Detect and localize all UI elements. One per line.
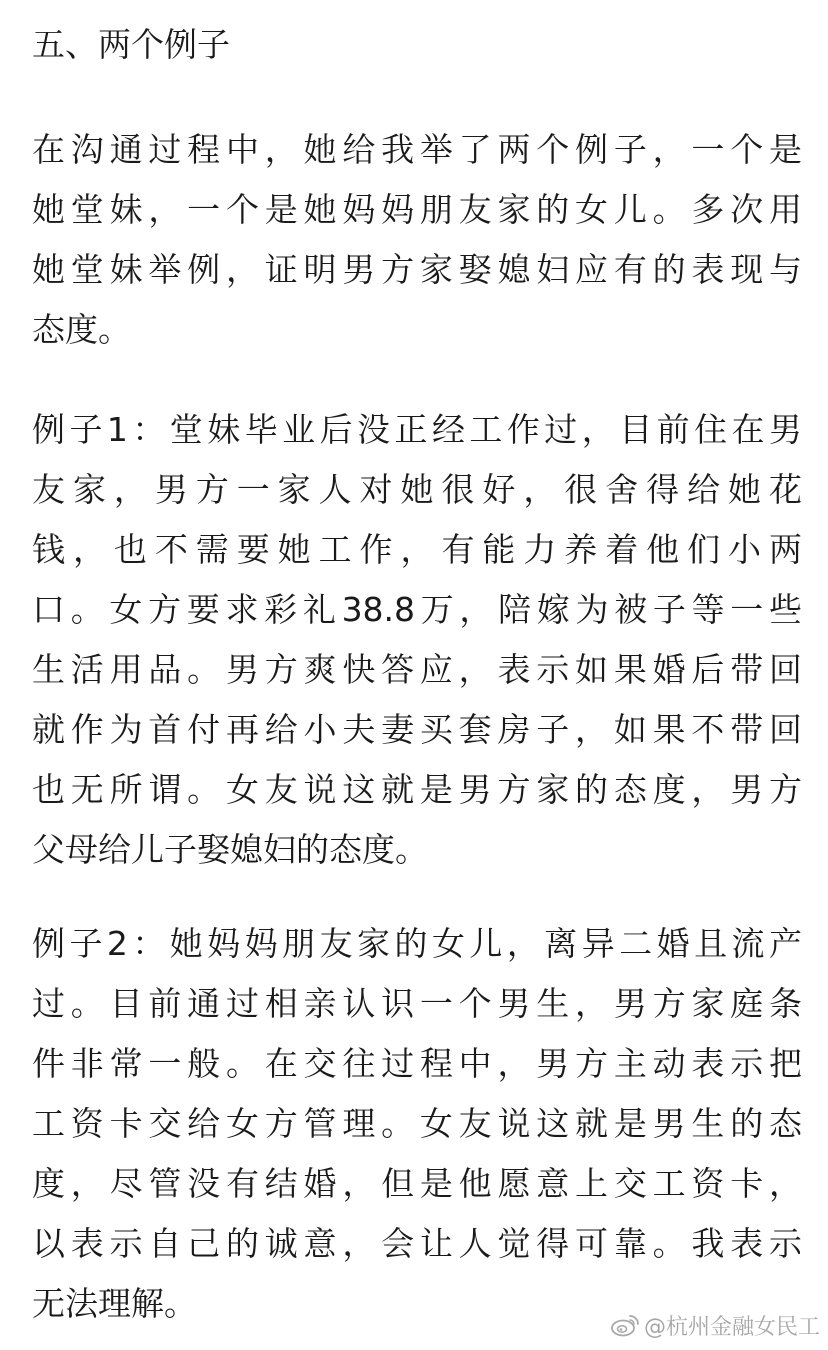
text-line: 她堂妹举例，证明男方家娶媳妇应有的表现与	[32, 250, 802, 289]
text-line: 口。女方要求彩礼38.8万，陪嫁为被子等一些	[32, 590, 802, 629]
weibo-icon	[610, 1313, 640, 1337]
paragraph-2	[32, 400, 802, 880]
text-line: 钱，也不需要她工作，有能力养着他们小两	[32, 530, 802, 569]
text-line: 度，尽管没有结婚，但是他愿意上交工资卡，	[32, 1164, 802, 1203]
text-line: 就作为首付再给小夫妻买套房子，如果不带回	[32, 710, 802, 749]
text-line: 态度。	[32, 310, 131, 349]
text-line: 工资卡交给女方管理。女友说这就是男生的态	[32, 1104, 802, 1143]
text-line: 在沟通过程中，她给我举了两个例子，一个是	[32, 130, 802, 169]
text-line: 父母给儿子娶媳妇的态度。	[32, 830, 428, 869]
watermark-text: @杭州金融女民工	[643, 1314, 820, 1340]
text-line: 以表示自己的诚意，会让人觉得可靠。我表示	[32, 1224, 802, 1263]
text-line: 也无所谓。女友说这就是男方家的态度，男方	[32, 770, 802, 809]
text-line: 例子1：堂妹毕业后没正经工作过，目前住在男	[32, 410, 802, 449]
watermark	[610, 1310, 820, 1340]
text-line: 生活用品。男方爽快答应，表示如果婚后带回	[32, 650, 802, 689]
section-title: 五、两个例子	[32, 25, 230, 64]
text-line: 例子2：她妈妈朋友家的女儿，离异二婚且流产	[32, 924, 802, 963]
paragraph-3	[32, 914, 802, 1334]
text-line: 件非常一般。在交往过程中，男方主动表示把	[32, 1044, 802, 1083]
paragraph-1	[32, 120, 802, 360]
text-line: 她堂妹，一个是她妈妈朋友家的女儿。多次用	[32, 190, 802, 229]
text-line: 无法理解。	[32, 1284, 197, 1323]
text-line: 友家，男方一家人对她很好，很舍得给她花	[32, 470, 802, 509]
text-line: 过。目前通过相亲认识一个男生，男方家庭条	[32, 984, 802, 1023]
